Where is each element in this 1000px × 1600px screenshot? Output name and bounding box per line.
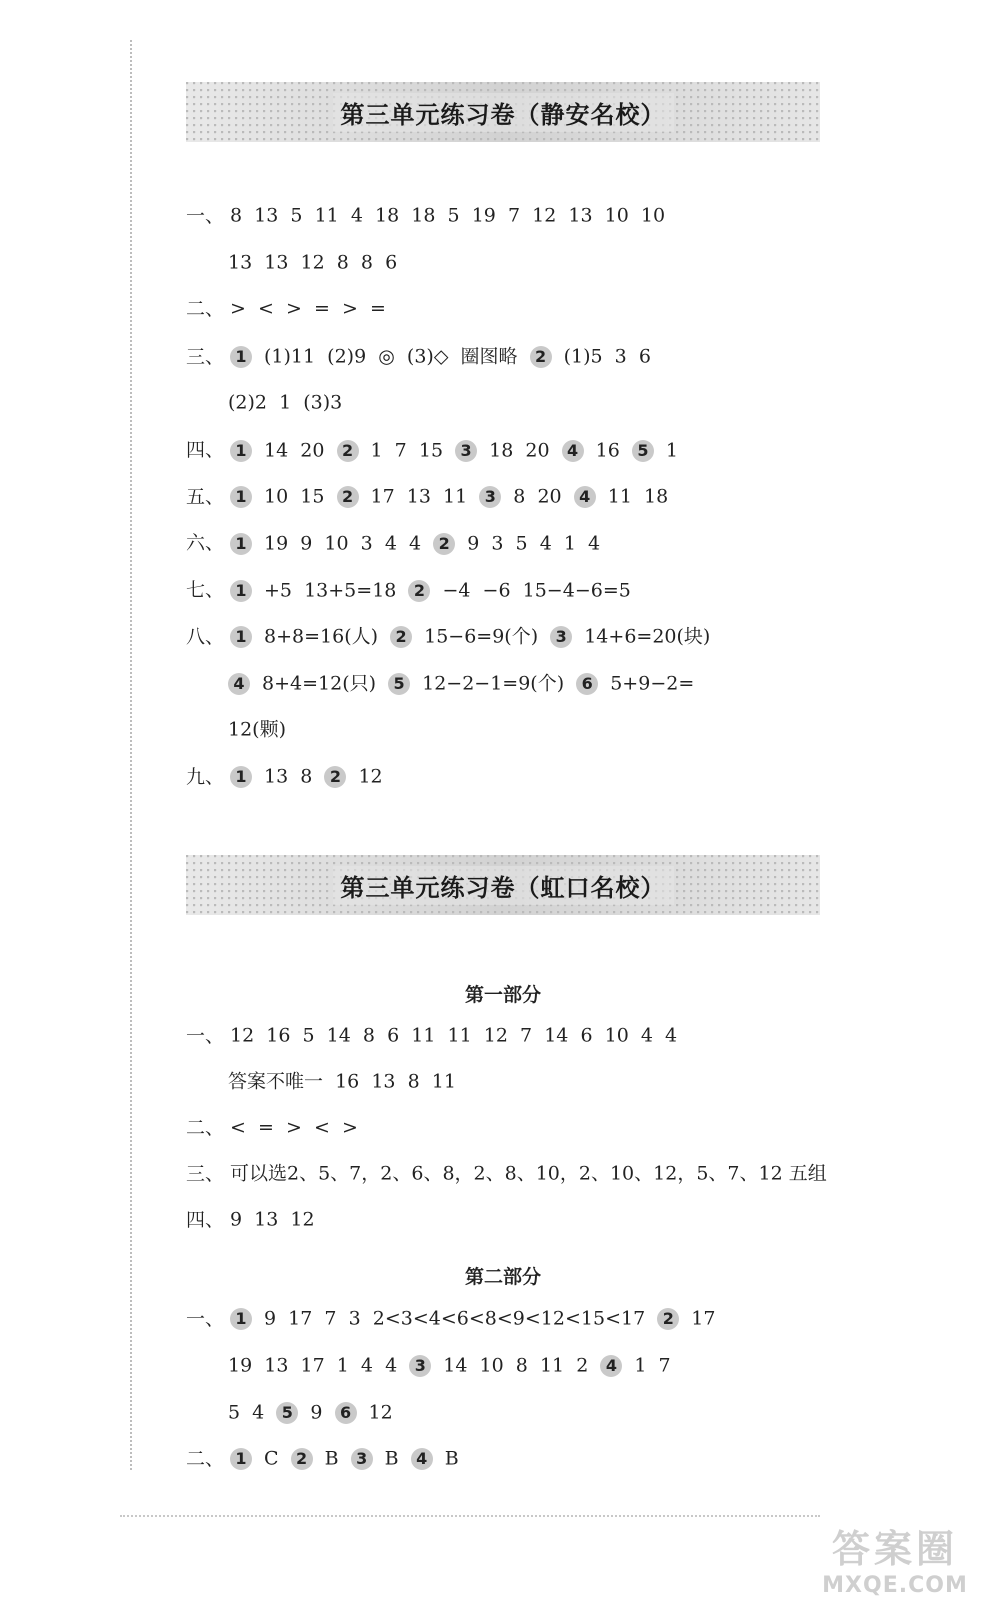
question-number: 一、 bbox=[186, 1307, 225, 1330]
section-banner-jingan bbox=[186, 82, 820, 142]
answer-text: 1 7 15 bbox=[370, 439, 456, 461]
answer-line bbox=[228, 720, 286, 740]
answer-text: 5 4 bbox=[228, 1401, 277, 1424]
section-title: 第三单元练习卷（静安名校） bbox=[333, 93, 674, 132]
sub-question-marker: 6 bbox=[335, 1402, 357, 1424]
answer-text: B bbox=[324, 1447, 351, 1470]
answer-text: 5+9−2= bbox=[610, 672, 695, 695]
answer-text: 1 bbox=[665, 439, 678, 461]
answer-text: 答案不唯一 16 13 8 11 bbox=[228, 1070, 456, 1093]
answer-text: 17 13 11 bbox=[370, 485, 480, 508]
answer-text: > < > = > = bbox=[230, 297, 386, 320]
answer-text: 1 7 bbox=[634, 1354, 671, 1377]
sub-question-marker: 3 bbox=[550, 626, 572, 648]
sub-question-marker: 5 bbox=[388, 673, 410, 695]
answer-text: 12−2−1=9(个) bbox=[422, 672, 577, 695]
sub-question-marker: 4 bbox=[574, 486, 596, 508]
answer-text: 9 17 7 3 2<3<4<6<8<9<12<15<17 bbox=[264, 1307, 658, 1330]
answer-line bbox=[186, 1448, 459, 1470]
binding-margin-line bbox=[130, 40, 132, 1470]
question-number: 七、 bbox=[186, 579, 225, 602]
answer-text: (1)11 (2)9 ◎ (3)◇ 圈图略 bbox=[264, 345, 530, 368]
answer-line bbox=[186, 1164, 827, 1184]
answer-text: 16 bbox=[595, 439, 632, 461]
answer-line bbox=[186, 1026, 677, 1046]
section-banner-hongkou bbox=[186, 855, 820, 915]
watermark-logo bbox=[810, 1518, 980, 1598]
sub-question-marker: 1 bbox=[230, 766, 252, 788]
answer-text: (1)5 3 6 bbox=[563, 345, 651, 368]
question-number: 一、 bbox=[186, 204, 225, 227]
sub-question-marker: 2 bbox=[291, 1448, 313, 1470]
question-number: 四、 bbox=[186, 439, 225, 461]
sub-question-marker: 1 bbox=[230, 533, 252, 555]
answer-text: 10 15 bbox=[264, 485, 337, 508]
answer-line bbox=[228, 393, 342, 413]
answer-text: 8+4=12(只) bbox=[262, 672, 389, 695]
question-number: 六、 bbox=[186, 532, 225, 555]
answer-text: 15−6=9(个) bbox=[424, 625, 551, 648]
answer-text: 19 9 10 3 4 4 bbox=[264, 532, 434, 555]
answer-text: 13 13 12 8 8 6 bbox=[228, 251, 398, 274]
watermark-url: MXQE.COM bbox=[822, 1573, 968, 1598]
answer-line bbox=[186, 206, 665, 226]
answer-line bbox=[186, 1118, 358, 1138]
answer-text: +5 13+5=18 bbox=[264, 579, 409, 602]
sub-question-marker: 1 bbox=[230, 440, 252, 462]
question-number: 二、 bbox=[186, 297, 225, 320]
answer-text: < = > < > bbox=[230, 1116, 358, 1139]
answer-text: 12 bbox=[358, 765, 383, 788]
answer-text: −4 −6 15−4−6=5 bbox=[442, 579, 631, 602]
sub-question-marker: 2 bbox=[433, 533, 455, 555]
answer-text: 14 20 bbox=[264, 439, 337, 461]
answer-text: 8+8=16(人) bbox=[264, 625, 391, 648]
answer-text: 8 13 5 11 4 18 18 5 19 7 12 13 10 10 bbox=[230, 204, 666, 227]
sub-question-marker: 4 bbox=[411, 1448, 433, 1470]
answer-text: 18 20 bbox=[489, 439, 562, 461]
sub-question-marker: 3 bbox=[351, 1448, 373, 1470]
answer-text: 12 bbox=[368, 1401, 393, 1424]
question-number: 二、 bbox=[186, 1116, 225, 1139]
sub-question-marker: 2 bbox=[408, 580, 430, 602]
answer-line bbox=[228, 1402, 393, 1424]
sub-question-marker: 1 bbox=[230, 346, 252, 368]
sub-question-marker: 3 bbox=[409, 1355, 431, 1377]
question-number: 五、 bbox=[186, 485, 225, 508]
answer-text: C bbox=[264, 1447, 291, 1470]
answer-line bbox=[186, 346, 651, 368]
sub-question-marker: 2 bbox=[530, 346, 552, 368]
question-number: 一、 bbox=[186, 1024, 225, 1047]
sub-question-marker: 4 bbox=[228, 673, 250, 695]
answer-text: B bbox=[384, 1447, 411, 1470]
sub-question-marker: 5 bbox=[276, 1402, 298, 1424]
answer-text: 14 10 8 11 2 bbox=[443, 1354, 601, 1377]
answer-line bbox=[228, 253, 397, 273]
sub-question-marker: 3 bbox=[479, 486, 501, 508]
sub-question-marker: 2 bbox=[657, 1308, 679, 1330]
sub-question-marker: 2 bbox=[324, 766, 346, 788]
question-number: 九、 bbox=[186, 765, 225, 788]
sub-question-marker: 5 bbox=[632, 440, 654, 462]
answer-line bbox=[186, 299, 386, 319]
sub-question-marker: 1 bbox=[230, 486, 252, 508]
part-heading: 第一部分 bbox=[464, 984, 541, 1006]
sub-question-marker: 2 bbox=[337, 440, 359, 462]
sub-question-marker: 4 bbox=[600, 1355, 622, 1377]
answer-text: 14+6=20(块) bbox=[584, 625, 711, 648]
answer-text: (2)2 1 (3)3 bbox=[228, 391, 343, 414]
answer-line bbox=[228, 1072, 456, 1092]
answer-text: B bbox=[444, 1447, 459, 1470]
watermark-text: 答案圈 bbox=[831, 1527, 958, 1571]
answer-text: 12 16 5 14 8 6 11 11 12 7 14 6 10 4 4 bbox=[230, 1024, 678, 1047]
answer-text: 9 13 12 bbox=[230, 1208, 315, 1231]
sub-question-marker: 1 bbox=[230, 1308, 252, 1330]
answer-text: 9 3 5 4 1 4 bbox=[467, 532, 601, 555]
answer-text: 9 bbox=[310, 1401, 335, 1424]
answer-text: 可以选2、5、7，2、6、8，2、8、10，2、10、12，5、7、12 五组 bbox=[230, 1162, 827, 1185]
sub-question-marker: 1 bbox=[230, 580, 252, 602]
answer-line bbox=[186, 1308, 715, 1330]
answer-line bbox=[186, 440, 678, 462]
sub-question-marker: 4 bbox=[562, 440, 584, 462]
question-number: 八、 bbox=[186, 625, 225, 648]
answer-line bbox=[186, 580, 631, 602]
answer-line bbox=[186, 533, 600, 555]
sub-question-marker: 3 bbox=[455, 440, 477, 462]
answer-text: 11 18 bbox=[607, 485, 669, 508]
answer-text: 8 20 bbox=[513, 485, 574, 508]
footer-divider bbox=[120, 1515, 820, 1517]
answer-line bbox=[186, 486, 668, 508]
part-heading: 第二部分 bbox=[464, 1266, 541, 1288]
answer-text: 17 bbox=[691, 1307, 716, 1330]
question-number: 三、 bbox=[186, 345, 225, 368]
question-number: 二、 bbox=[186, 1447, 225, 1470]
answer-line bbox=[186, 766, 383, 788]
sub-question-marker: 1 bbox=[230, 1448, 252, 1470]
sub-question-marker: 2 bbox=[337, 486, 359, 508]
sub-question-marker: 6 bbox=[576, 673, 598, 695]
answer-line bbox=[186, 1210, 315, 1230]
answer-text: 12(颗) bbox=[228, 718, 287, 741]
sub-question-marker: 2 bbox=[390, 626, 412, 648]
answer-text: 13 8 bbox=[264, 765, 325, 788]
section-title: 第三单元练习卷（虹口名校） bbox=[333, 866, 674, 905]
question-number: 三、 bbox=[186, 1162, 225, 1185]
answer-line bbox=[186, 626, 710, 648]
answer-line bbox=[228, 1355, 671, 1377]
question-number: 四、 bbox=[186, 1208, 225, 1231]
answer-line bbox=[228, 673, 694, 695]
answer-text: 19 13 17 1 4 4 bbox=[228, 1354, 410, 1377]
sub-question-marker: 1 bbox=[230, 626, 252, 648]
